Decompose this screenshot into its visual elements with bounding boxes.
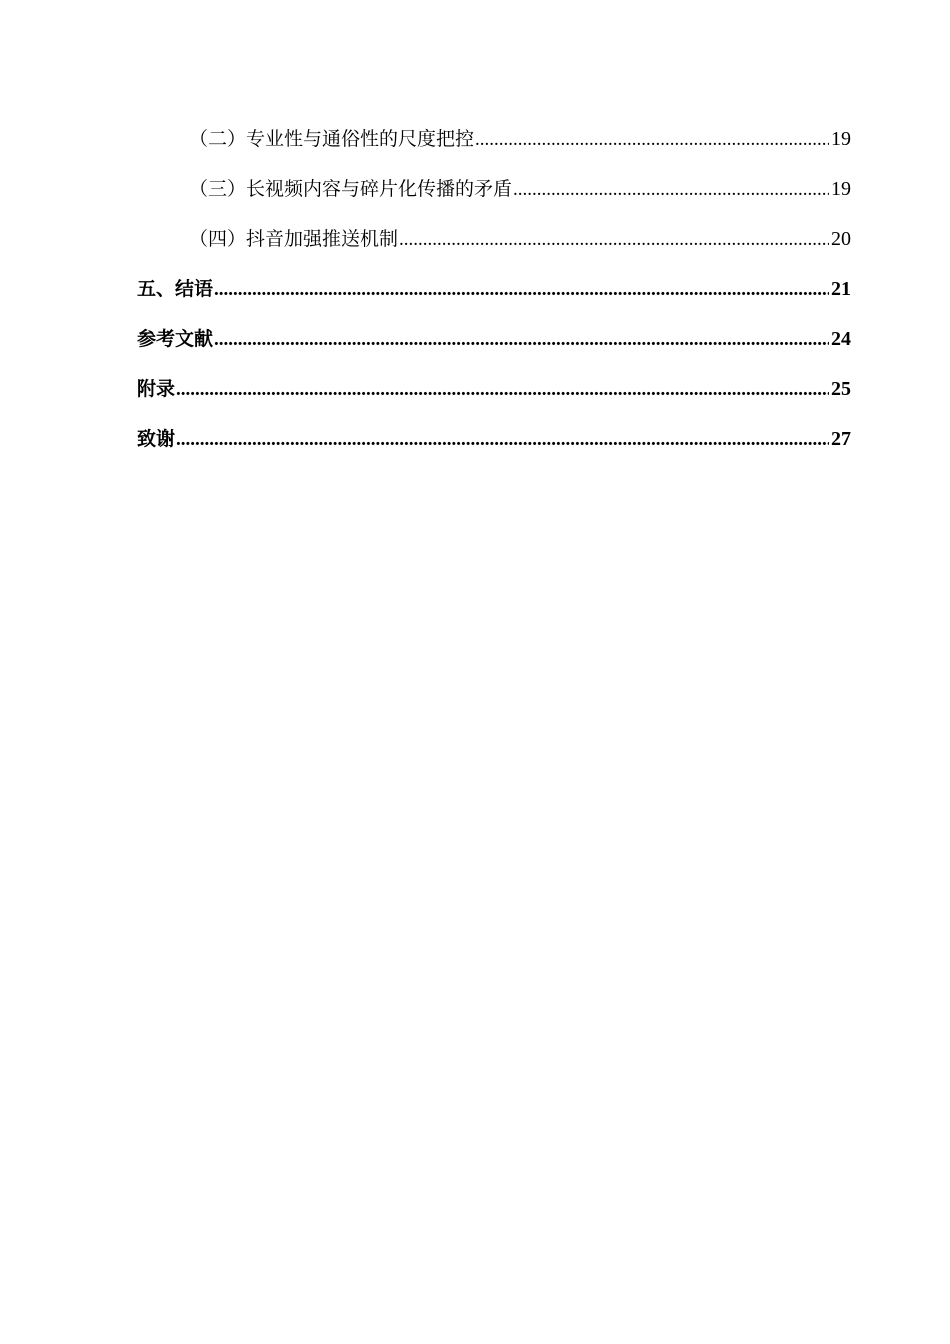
toc-entry-title: 参考文献	[137, 328, 214, 350]
toc-page-number: 19	[831, 178, 851, 200]
toc-entry-title: 致谢	[137, 428, 176, 450]
toc-page-number: 25	[831, 378, 851, 400]
toc-entry-2-4[interactable]	[137, 222, 851, 272]
toc-dot-leader	[475, 123, 829, 157]
toc-dot-leader	[214, 323, 829, 357]
toc-entry-title: 附录	[137, 378, 176, 400]
toc-entry-conclusion[interactable]	[137, 272, 851, 322]
toc-entry-title: （三）长视频内容与碎片化传播的矛盾	[189, 178, 513, 200]
toc-dot-leader	[176, 373, 829, 407]
toc-page-number: 20	[831, 228, 851, 250]
toc-entry-title: （四）抖音加强推送机制	[189, 228, 399, 250]
toc-dot-leader	[176, 423, 829, 457]
toc-entry-title: 五、结语	[137, 278, 214, 300]
toc-page-number: 21	[831, 278, 851, 300]
toc-entry-acknowledgements[interactable]	[137, 422, 851, 472]
toc-page-number: 27	[831, 428, 851, 450]
toc-entry-appendix[interactable]	[137, 372, 851, 422]
toc-entry-2-2[interactable]	[137, 122, 851, 172]
toc-entry-2-3[interactable]	[137, 172, 851, 222]
toc-page-number: 24	[831, 328, 851, 350]
toc-page-number: 19	[831, 128, 851, 150]
toc-entry-references[interactable]	[137, 322, 851, 372]
toc-dot-leader	[214, 273, 829, 307]
toc-entry-title: （二）专业性与通俗性的尺度把控	[189, 128, 475, 150]
toc-dot-leader	[513, 173, 829, 207]
toc-dot-leader	[399, 223, 829, 257]
table-of-contents	[137, 122, 851, 472]
